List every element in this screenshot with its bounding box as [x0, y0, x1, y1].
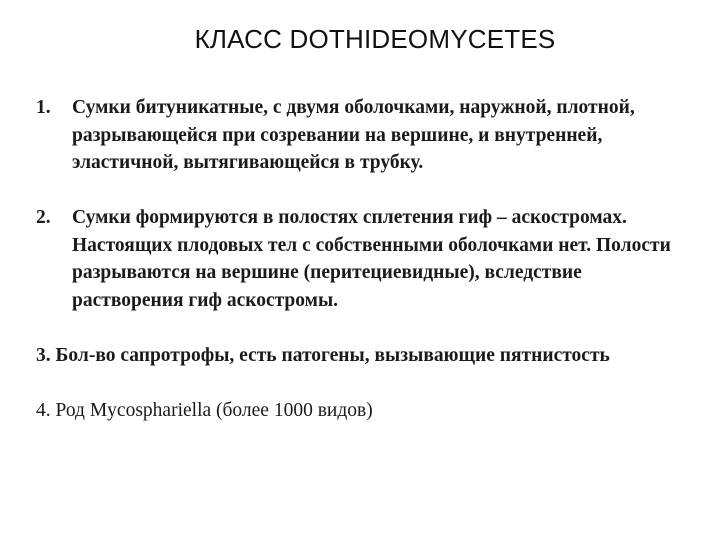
list-item-1: [36, 94, 696, 177]
list-item-4-number: 4.: [36, 399, 51, 421]
list-item-4-text: Род Mycosphariella (более 1000 видов): [55, 399, 373, 421]
list-item-2-text: Сумки формируются в полостях сплетения гиф – аскостромах. Настоящих плодовых тел с собственными оболочками нет. Полости разрываются на вершине (перитециевидные), вследствие растворения гиф аскостромы.: [72, 207, 671, 311]
list-item-3: [36, 342, 696, 370]
slide-body: [36, 94, 696, 424]
list-item-2: [36, 204, 696, 314]
list-item-2-number: 2.: [36, 207, 51, 228]
list-item-3-text: Бол-во сапротрофы, есть патогены, вызывающие пятнистость: [55, 344, 610, 366]
list-item-1-text: Сумки битуникатные, с двумя оболочками, наружной, плотной, разрывающейся при созревании на вершине, и внутренней, эластичной, вытягивающейся в трубку.: [72, 97, 635, 173]
list-item-3-number: 3.: [36, 344, 51, 366]
slide-title: КЛАСС DOTHIDEOMYCETES: [194, 24, 556, 54]
list-item-4: [36, 397, 696, 425]
list-item-1-number: 1.: [36, 97, 51, 118]
